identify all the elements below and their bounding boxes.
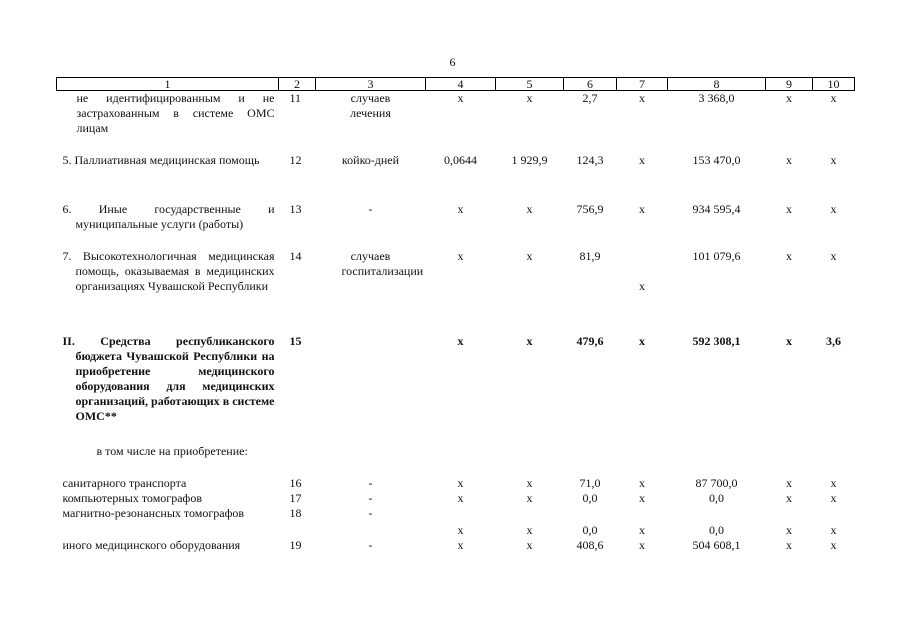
cell: х bbox=[639, 91, 645, 105]
cell: 71,0 bbox=[579, 475, 601, 490]
row-number: 13 bbox=[289, 201, 302, 216]
cell: х bbox=[830, 91, 837, 105]
cell: х bbox=[639, 278, 645, 293]
column-header: 5 bbox=[496, 78, 564, 91]
row-unit: - bbox=[368, 475, 373, 490]
cell: х bbox=[457, 490, 464, 505]
cell: х bbox=[457, 537, 464, 552]
row-name: санитарного транспорта bbox=[62, 475, 187, 490]
cell: х bbox=[639, 522, 645, 537]
row-number: 16 bbox=[289, 475, 302, 490]
cell: х bbox=[830, 522, 837, 537]
cell: х bbox=[830, 537, 837, 552]
column-header: 9 bbox=[766, 78, 813, 91]
table-row bbox=[57, 249, 855, 334]
cell: 81,9 bbox=[579, 248, 601, 263]
cell: х bbox=[830, 490, 837, 505]
cell: х bbox=[457, 91, 464, 105]
table-row bbox=[57, 91, 855, 153]
cell: х bbox=[526, 248, 533, 263]
cell: 3 368,0 bbox=[698, 91, 735, 105]
cell: х bbox=[526, 537, 533, 552]
cell: 101 079,6 bbox=[692, 248, 741, 263]
cell: 2,7 bbox=[582, 91, 598, 105]
cell: х bbox=[526, 475, 533, 490]
column-header: 7 bbox=[617, 78, 668, 91]
cell: х bbox=[830, 201, 837, 216]
page-number: 6 bbox=[449, 55, 456, 69]
row-number: 11 bbox=[289, 91, 302, 105]
cell: х bbox=[457, 333, 464, 348]
cell: х bbox=[830, 248, 837, 263]
row-name: компьютерных томографов bbox=[62, 490, 202, 505]
cell: 87 700,0 bbox=[695, 475, 738, 490]
cell: 0,0 bbox=[582, 490, 598, 505]
cell: х bbox=[786, 333, 792, 348]
column-header: 4 bbox=[426, 78, 496, 91]
cell: х bbox=[526, 490, 533, 505]
row-unit: - bbox=[368, 490, 373, 505]
cell: 0,0 bbox=[582, 522, 598, 537]
column-header: 10 bbox=[813, 78, 855, 91]
row-name: магнитно-резонансных томографов bbox=[62, 505, 245, 520]
row-name: 6. Иные государственные и муниципальные услуги (работы) bbox=[62, 201, 275, 231]
cell: 153 470,0 bbox=[692, 152, 741, 167]
cell: 3,6 bbox=[826, 333, 841, 348]
column-header: 2 bbox=[279, 78, 316, 91]
cell: х bbox=[639, 152, 645, 167]
cell: х bbox=[786, 248, 792, 263]
table-row bbox=[57, 153, 855, 202]
table-row bbox=[57, 202, 855, 249]
cell: х bbox=[786, 201, 792, 216]
row-number: 15 bbox=[289, 333, 302, 348]
table-row bbox=[57, 476, 855, 491]
row-number: 18 bbox=[289, 505, 302, 520]
table-row bbox=[57, 491, 855, 506]
cell: х bbox=[639, 490, 645, 505]
cell: х bbox=[457, 201, 464, 216]
financing-table bbox=[56, 77, 855, 553]
cell: х bbox=[786, 522, 792, 537]
cell: х bbox=[786, 475, 792, 490]
column-header: 3 bbox=[316, 78, 426, 91]
row-unit bbox=[316, 334, 426, 444]
row-name: не идентифицированным и не застрахованным в системе ОМС лицам bbox=[76, 91, 275, 135]
row-name: 7. Высокотехнологичная медицинская помощь, оказываемая в медицинских организациях Чувашской Республики bbox=[62, 248, 275, 293]
cell: х bbox=[830, 475, 837, 490]
cell: х bbox=[526, 91, 533, 105]
cell: х bbox=[639, 201, 645, 216]
cell: х bbox=[830, 152, 837, 167]
row-name: II. Средства республиканского бюджета Чувашской Республики на приобретение медицинского оборудования для медицинских организаций, работающих в системе ОМС** bbox=[62, 333, 275, 423]
cell: х bbox=[457, 475, 464, 490]
table-row bbox=[57, 334, 855, 444]
cell: 408,6 bbox=[576, 537, 604, 552]
column-header: 6 bbox=[564, 78, 617, 91]
cell: 0,0644 bbox=[444, 152, 477, 167]
cell: х bbox=[786, 537, 792, 552]
cell: х bbox=[526, 201, 533, 216]
row-unit: - bbox=[368, 201, 373, 216]
table-row bbox=[57, 506, 855, 538]
row-unit: койко-дней bbox=[341, 152, 400, 167]
row-unit: случаев лечения bbox=[350, 91, 391, 120]
row-unit: - bbox=[368, 537, 373, 552]
including-label: в том числе на приобретение: bbox=[96, 443, 248, 458]
column-header: 8 bbox=[668, 78, 766, 91]
cell: 0,0 bbox=[709, 522, 724, 537]
cell: 0,0 bbox=[709, 490, 724, 505]
column-header: 1 bbox=[57, 78, 279, 91]
row-name: иного медицинского оборудования bbox=[62, 537, 241, 552]
cell: х bbox=[786, 152, 792, 167]
row-number: 17 bbox=[289, 490, 302, 505]
header-row bbox=[57, 78, 855, 91]
row-unit: - bbox=[368, 505, 373, 520]
cell: 756,9 bbox=[576, 201, 604, 216]
cell: х bbox=[786, 490, 792, 505]
cell: х bbox=[457, 522, 464, 537]
cell: 592 308,1 bbox=[692, 333, 741, 348]
row-name: 5. Паллиативная медицинская помощь bbox=[62, 152, 260, 167]
cell: 504 608,1 bbox=[692, 537, 741, 552]
cell: х bbox=[639, 537, 645, 552]
row-number: 12 bbox=[289, 152, 302, 167]
cell: х bbox=[526, 522, 533, 537]
table-row bbox=[57, 538, 855, 553]
cell: х bbox=[786, 91, 792, 105]
cell: х bbox=[639, 475, 645, 490]
row-number: 14 bbox=[289, 248, 302, 263]
cell: х bbox=[526, 333, 533, 348]
row-number: 19 bbox=[289, 537, 302, 552]
cell: х bbox=[457, 248, 464, 263]
cell: 934 595,4 bbox=[692, 201, 741, 216]
row-unit: случаев госпитализации bbox=[341, 248, 424, 278]
cell: 1 929,9 bbox=[511, 152, 548, 167]
cell: 479,6 bbox=[576, 333, 604, 348]
table-row bbox=[57, 444, 855, 476]
cell: 124,3 bbox=[576, 152, 604, 167]
cell: х bbox=[639, 333, 645, 348]
